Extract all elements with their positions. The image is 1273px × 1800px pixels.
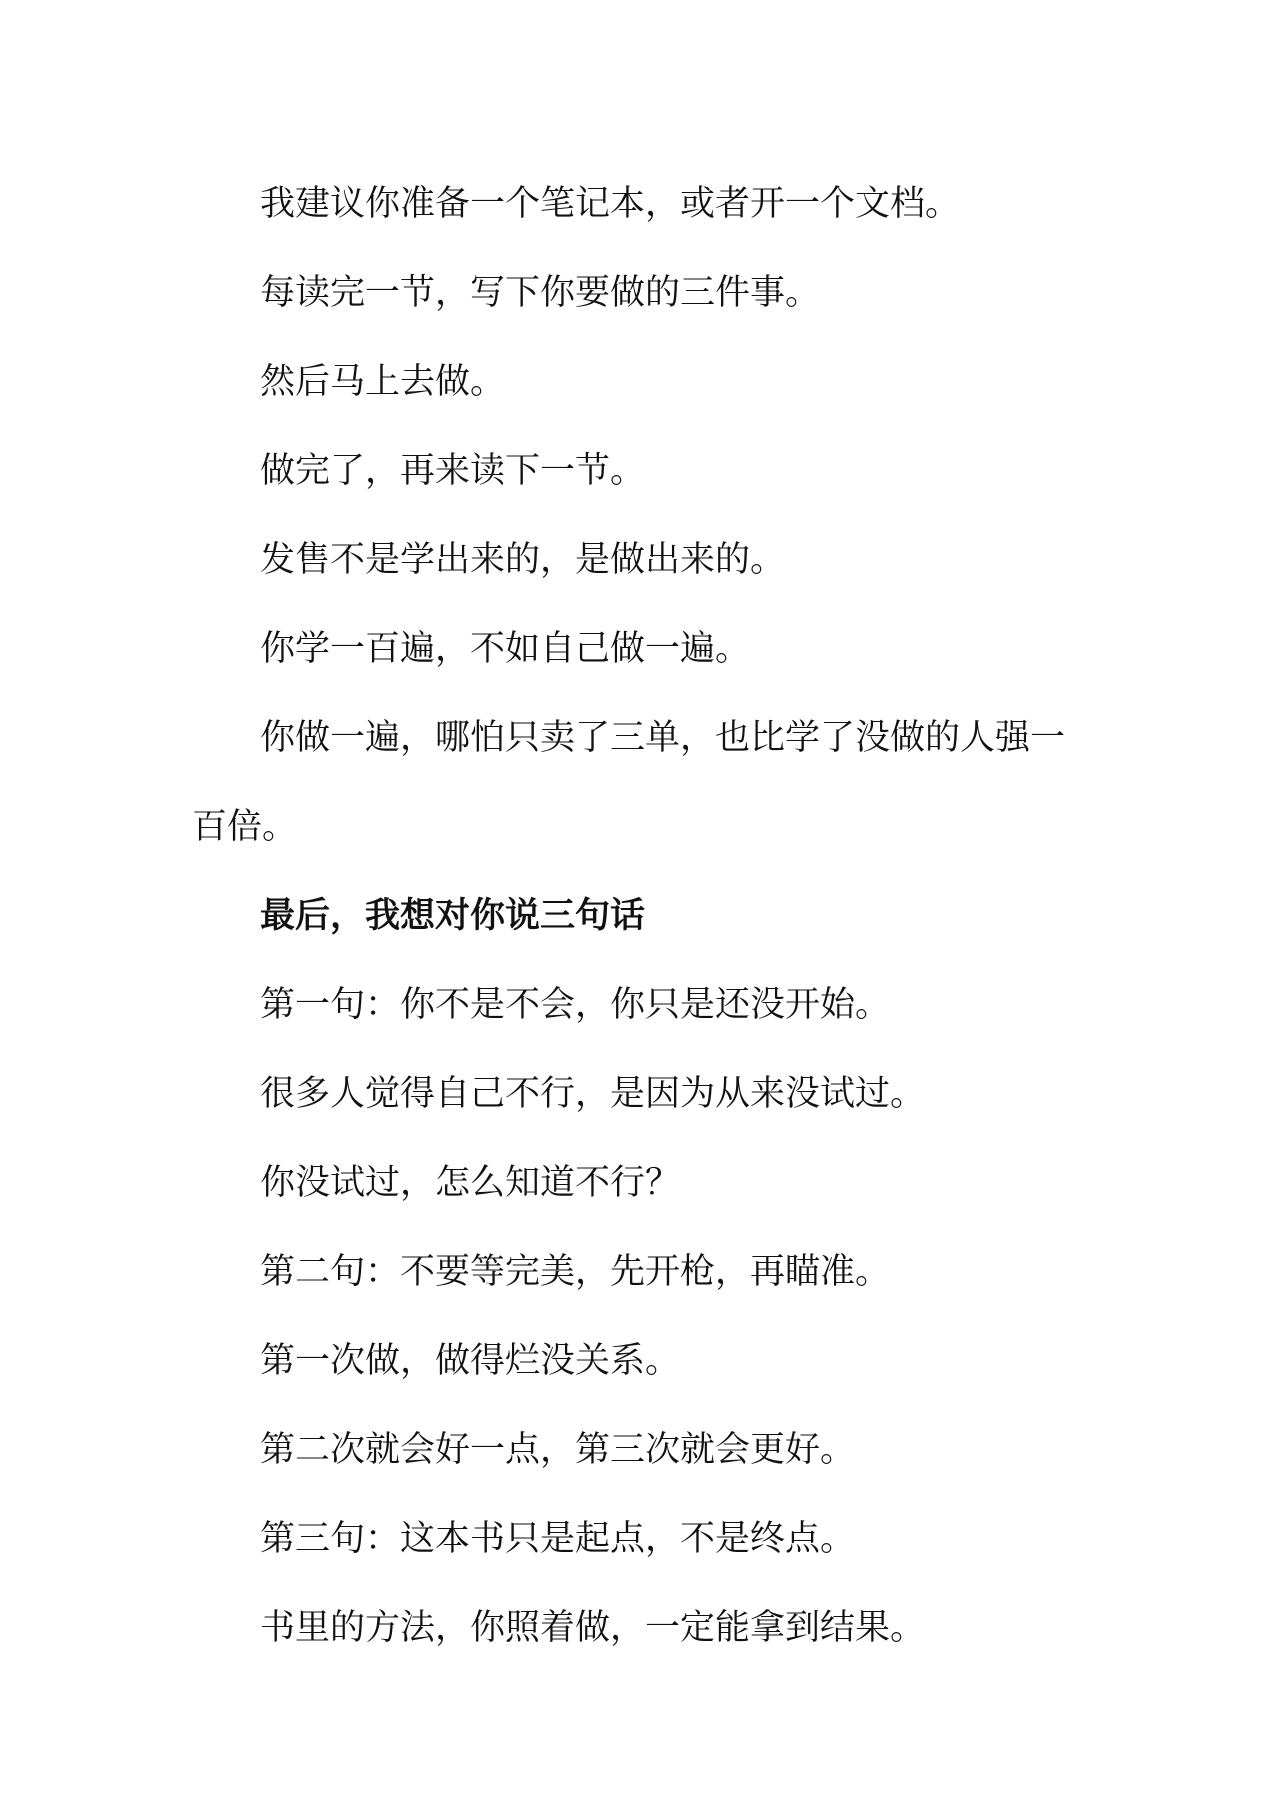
- paragraph: 你没试过，怎么知道不行？: [260, 1163, 681, 1203]
- paragraph: 书里的方法，你照着做，一定能拿到结果。: [260, 1608, 926, 1648]
- section-heading: 最后，我想对你说三句话: [260, 896, 646, 936]
- paragraph: 发售不是学出来的，是做出来的。: [260, 540, 786, 580]
- paragraph: 然后马上去做。: [260, 362, 506, 402]
- paragraph: 你做一遍，哪怕只卖了三单，也比学了没做的人强一百倍。: [192, 718, 1066, 847]
- paragraph: 第二句：不要等完美，先开枪，再瞄准。: [260, 1252, 891, 1292]
- paragraph: 第二次就会好一点，第三次就会更好。: [260, 1430, 856, 1470]
- paragraph: 第一次做，做得烂没关系。: [260, 1341, 681, 1381]
- paragraph: 你学一百遍，不如自己做一遍。: [260, 629, 751, 669]
- paragraph: 我建议你准备一个笔记本，或者开一个文档。: [260, 184, 961, 224]
- body-text: [192, 160, 1092, 1673]
- paragraph: 做完了，再来读下一节。: [260, 451, 646, 491]
- paragraph: 第一句：你不是不会，你只是还没开始。: [260, 985, 891, 1025]
- paragraph: 很多人觉得自己不行，是因为从来没试过。: [260, 1074, 926, 1114]
- paragraph: 每读完一节，写下你要做的三件事。: [260, 273, 821, 313]
- paragraph: 第三句：这本书只是起点，不是终点。: [260, 1519, 856, 1559]
